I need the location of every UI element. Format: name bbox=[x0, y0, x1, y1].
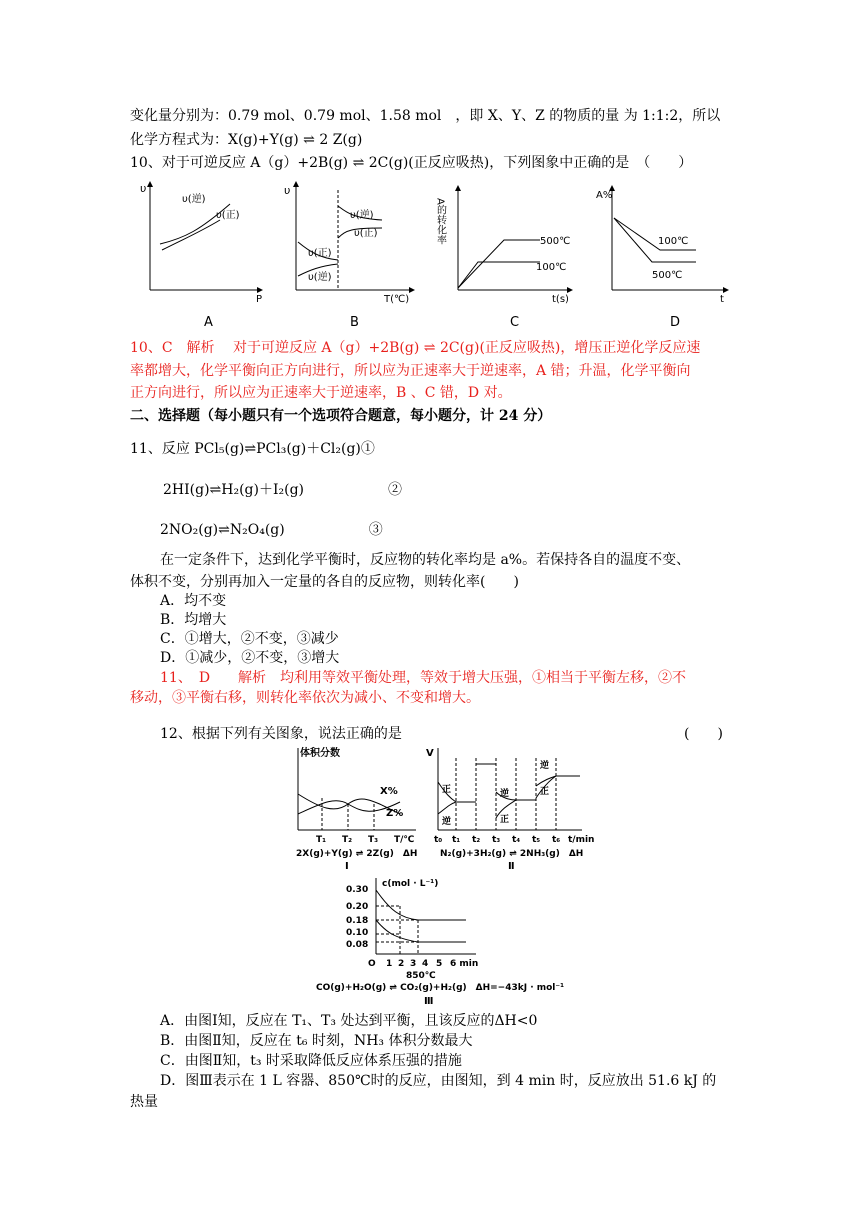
option-d: D．①减少，②不变，③增大 bbox=[160, 650, 340, 666]
axis-label: t(s) bbox=[552, 294, 569, 305]
curve-label: υ(逆) bbox=[350, 210, 374, 221]
tick-label: 5 bbox=[436, 959, 443, 969]
tick-label: T₃ bbox=[368, 835, 379, 845]
axis-label: V bbox=[426, 748, 434, 759]
tick-label: O bbox=[368, 959, 376, 969]
option-c: C．①增大，②不变，③减少 bbox=[160, 631, 339, 647]
axis-label: A的转化率 bbox=[434, 198, 446, 245]
figure-number: Ⅲ bbox=[424, 996, 434, 1007]
answer-paren: ( ) bbox=[684, 726, 723, 742]
curve-label: 正 bbox=[500, 815, 510, 825]
tick-label: 0.08 bbox=[346, 940, 369, 950]
equation-3: 2NO₂(g)⇌N₂O₄(g) ③ bbox=[160, 522, 383, 538]
option-d: 热量 bbox=[130, 1094, 158, 1110]
tick-label: t₆ bbox=[552, 835, 561, 845]
axis-label: P bbox=[256, 294, 263, 305]
curve-label: υ(逆) bbox=[182, 194, 206, 205]
tick-label: 4 bbox=[422, 959, 429, 969]
question-stem: 体积不变，分别再加入一定量的各自的反应物，则转化率( ) bbox=[130, 574, 519, 590]
curve-label: 逆 bbox=[500, 789, 510, 799]
curve-label: υ(正) bbox=[354, 228, 378, 239]
tick-label: t₂ bbox=[472, 835, 481, 845]
figure-12 bbox=[290, 742, 600, 1012]
tick-label: 0.18 bbox=[346, 916, 369, 926]
answer-11: 11、 D 解析 均利用等效平衡处理，等效于增大压强，①相当于平衡左移，②不 bbox=[160, 670, 687, 686]
option-b: B．均增大 bbox=[160, 612, 227, 628]
figure-number: Ⅱ bbox=[508, 861, 515, 872]
curve-label: υ(正) bbox=[216, 210, 240, 221]
option-c: C．由图Ⅱ知，t₃ 时采取降低反应体系压强的措施 bbox=[160, 1053, 462, 1069]
caption: D bbox=[670, 315, 681, 330]
tick-label: 2 bbox=[398, 959, 405, 969]
answer-10: 率都增大，化学平衡向正方向进行，所以应为正速率大于逆速率，A 错；升温，化学平衡向 bbox=[130, 363, 691, 379]
tick-label: 3 bbox=[410, 959, 417, 969]
answer-11: 移动，③平衡右移，则转化率依次为减小、不变和增大。 bbox=[130, 690, 480, 706]
graph-iii bbox=[376, 878, 476, 954]
equation-label: 2X(g)+Y(g) ⇌ 2Z(g) ΔH bbox=[296, 849, 418, 859]
text-line: 化学方程式为：X(g)+Y(g) ⇌ 2 Z(g) bbox=[130, 132, 363, 148]
tick-label: t₃ bbox=[492, 835, 501, 845]
text-line: 变化量分别为：0.79 mol、0.79 mol、1.58 mol ，即 X、Y、Z 的物质的量 为 1:1:2，所以 bbox=[130, 108, 721, 124]
tick-label: T/℃ bbox=[394, 835, 415, 845]
axis-label: υ bbox=[284, 184, 291, 197]
caption: C bbox=[510, 315, 520, 330]
curve-label: 正 bbox=[442, 785, 452, 795]
tick-label: t₁ bbox=[452, 835, 461, 845]
answer-10: 10、C 解析 对于可逆反应 A（g）+2B(g) ⇌ 2C(g)(正反应吸热)，增压正逆化学反应速 bbox=[130, 340, 701, 356]
axis-label: A% bbox=[596, 190, 613, 201]
axis-label: 体积分数 bbox=[300, 748, 340, 759]
caption: A bbox=[204, 315, 213, 330]
curve-label: υ(正) bbox=[308, 248, 332, 259]
tick-label: 0.20 bbox=[346, 902, 369, 912]
caption: B bbox=[350, 315, 359, 330]
series-label: X% bbox=[380, 786, 398, 797]
option-a: A．由图Ⅰ知，反应在 T₁、T₃ 处达到平衡，且该反应的ΔH<0 bbox=[160, 1013, 538, 1029]
tick-label: 0.30 bbox=[346, 885, 369, 895]
tick-label: t₅ bbox=[532, 835, 541, 845]
section-heading: 二、选择题（每小题只有一个选项符合题意，每小题分，计 24 分） bbox=[130, 408, 552, 424]
axis-label: t bbox=[720, 294, 724, 305]
option-d: D．图Ⅲ表示在 1 L 容器、850℃时的反应，由图知，到 4 min 时，反应放出 51.6 kJ 的 bbox=[160, 1073, 717, 1089]
curve-label: 逆 bbox=[442, 817, 452, 827]
question-12: 12、根据下列有关图象，说法正确的是 bbox=[160, 726, 402, 742]
question-stem: 在一定条件下，达到化学平衡时，反应物的转化率均是 a%。若保持各自的温度不变、 bbox=[160, 552, 691, 568]
tick-label: 6 min bbox=[450, 959, 479, 969]
graph-ii bbox=[438, 748, 582, 830]
axis-label: υ bbox=[140, 182, 147, 195]
axis-label: c(mol · L⁻¹) bbox=[382, 879, 439, 889]
curve-label: 正 bbox=[540, 787, 550, 797]
curve-label: 逆 bbox=[540, 761, 550, 771]
figure-10 bbox=[130, 178, 740, 338]
temperature-label: 850℃ bbox=[406, 971, 436, 981]
tick-label: T₁ bbox=[316, 835, 327, 845]
series-label: Z% bbox=[386, 808, 404, 819]
tick-label: 1 bbox=[386, 959, 393, 969]
equation-label: N₂(g)+3H₂(g) ⇌ 2NH₃(g) ΔH bbox=[440, 849, 584, 859]
option-a: A．均不变 bbox=[160, 593, 227, 609]
equation-label: CO(g)+H₂O(g) ⇌ CO₂(g)+H₂(g) ΔH=−43kJ · mol⁻¹ bbox=[316, 983, 565, 993]
axis-label: T(℃) bbox=[384, 294, 410, 305]
equation-2: 2HI(g)⇌H₂(g)＋I₂(g) ② bbox=[163, 482, 402, 498]
curve-label: 500℃ bbox=[652, 270, 683, 281]
tick-label: T₂ bbox=[342, 835, 353, 845]
answer-10: 正方向进行，所以应为正速率大于逆速率，B 、C 错，D 对。 bbox=[130, 385, 512, 401]
figure-number: Ⅰ bbox=[345, 861, 349, 872]
curve-label: υ(逆) bbox=[308, 272, 332, 283]
curve-label: 500℃ bbox=[540, 236, 571, 247]
tick-label: t₀ bbox=[434, 835, 443, 845]
curve-label: 100℃ bbox=[536, 262, 567, 273]
curve-label: 100℃ bbox=[658, 236, 689, 247]
question-10: 10、对于可逆反应 A（g）+2B(g) ⇌ 2C(g)(正反应吸热)，下列图象中正确的是 （ ） bbox=[130, 155, 693, 171]
tick-label: t₄ bbox=[512, 835, 521, 845]
tick-label: t/min bbox=[568, 835, 595, 845]
option-b: B．由图Ⅱ知，反应在 t₆ 时刻，NH₃ 体积分数最大 bbox=[160, 1033, 473, 1049]
tick-label: 0.10 bbox=[346, 928, 369, 938]
question-11: 11、反应 PCl₅(g)⇌PCl₃(g)＋Cl₂(g)① bbox=[130, 441, 375, 457]
